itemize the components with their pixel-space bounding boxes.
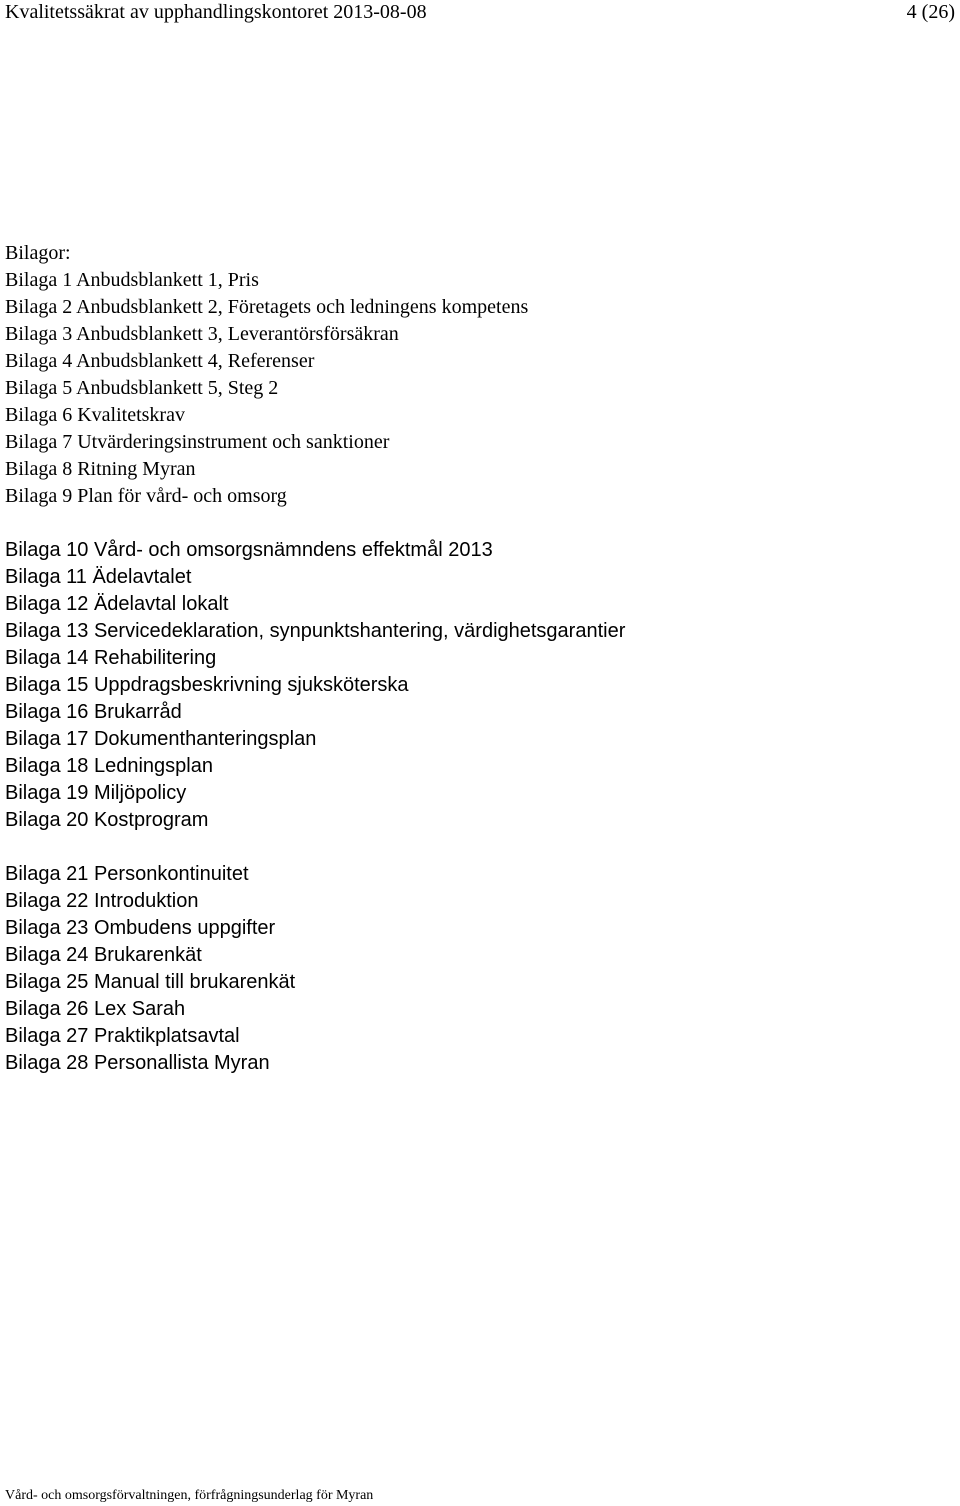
attachment-item: Bilaga 16 Brukarråd — [5, 701, 182, 723]
attachment-item: Bilaga 9 Plan för vård- och omsorg — [5, 485, 287, 507]
attachment-item: Bilaga 10 Vård- och omsorgsnämndens effektmål 2013 — [5, 539, 493, 561]
attachment-item: Bilaga 23 Ombudens uppgifter — [5, 917, 276, 939]
attachment-item: Bilaga 25 Manual till brukarenkät — [5, 971, 296, 993]
attachment-item: Bilaga 2 Anbudsblankett 2, Företagets och ledningens kompetens — [5, 296, 529, 318]
attachment-item: Bilaga 1 Anbudsblankett 1, Pris — [5, 269, 259, 291]
attachment-item: Bilaga 6 Kvalitetskrav — [5, 404, 185, 426]
header-title: Kvalitetssäkrat av upphandlingskontoret 2013-08-08 — [5, 1, 427, 23]
attachment-item: Bilaga 8 Ritning Myran — [5, 458, 196, 480]
attachment-item: Bilaga 12 Ädelavtal lokalt — [5, 593, 229, 615]
attachment-list-group-3 — [5, 861, 295, 1077]
attachment-list-group-2 — [5, 537, 625, 834]
attachment-item: Bilaga 11 Ädelavtalet — [5, 566, 192, 588]
attachment-item: Bilaga 14 Rehabilitering — [5, 647, 217, 669]
attachment-item: Bilaga 21 Personkontinuitet — [5, 863, 249, 885]
attachment-item: Bilaga 13 Servicedeklaration, synpunktshantering, värdighetsgarantier — [5, 620, 626, 642]
attachment-item: Bilaga 24 Brukarenkät — [5, 944, 202, 966]
attachment-item: Bilaga 5 Anbudsblankett 5, Steg 2 — [5, 377, 279, 399]
page-footer: Vård- och omsorgsförvaltningen, förfrågningsunderlag för Myran — [5, 1488, 374, 1503]
page-header — [5, 0, 955, 24]
attachment-item: Bilaga 26 Lex Sarah — [5, 998, 186, 1020]
attachment-item: Bilaga 17 Dokumenthanteringsplan — [5, 728, 317, 750]
attachment-item: Bilaga 22 Introduktion — [5, 890, 199, 912]
attachment-item: Bilaga 20 Kostprogram — [5, 809, 209, 831]
attachments-heading: Bilagor: — [5, 242, 71, 264]
attachment-item: Bilaga 3 Anbudsblankett 3, Leverantörsförsäkran — [5, 323, 399, 345]
attachment-item: Bilaga 19 Miljöpolicy — [5, 782, 187, 804]
attachment-list-group-1 — [5, 267, 528, 510]
attachment-item: Bilaga 28 Personallista Myran — [5, 1052, 270, 1074]
attachment-item: Bilaga 27 Praktikplatsavtal — [5, 1025, 240, 1047]
attachment-item: Bilaga 7 Utvärderingsinstrument och sanktioner — [5, 431, 390, 453]
attachment-item: Bilaga 15 Uppdragsbeskrivning sjuksköterska — [5, 674, 409, 696]
attachment-item: Bilaga 18 Ledningsplan — [5, 755, 213, 777]
attachment-item: Bilaga 4 Anbudsblankett 4, Referenser — [5, 350, 315, 372]
page-number: 4 (26) — [906, 1, 955, 23]
